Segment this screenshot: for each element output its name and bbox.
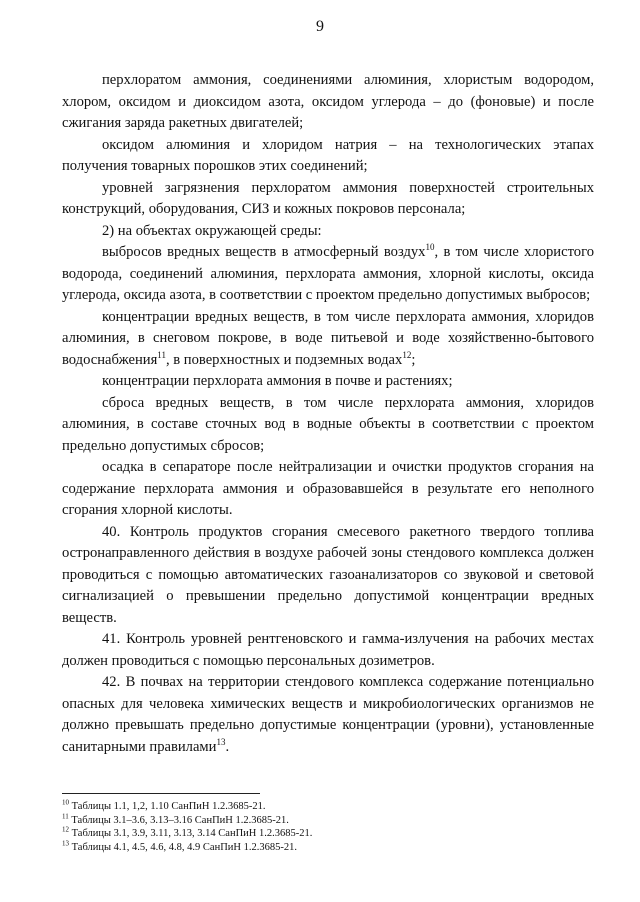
paragraph: оксидом алюминия и хлоридом натрия – на технологических этапах получения товарных порошков этих соединений; bbox=[62, 136, 594, 174]
footnote bbox=[62, 800, 594, 814]
paragraph-text: выбросов вредных веществ в атмосферный воздух bbox=[102, 244, 426, 260]
paragraph-text: 42. В почвах на территории стендового комплекса содержание потенциально опасных для человека химических веществ и микробиологических организмов не должно превышать предельно допустимые концентрации (уровни), установленные санитарными правилами bbox=[62, 674, 594, 755]
footnote-text: Таблицы 1.1, 1,2, 1.10 СанПиН 1.2.3685-21. bbox=[71, 801, 266, 812]
document-body bbox=[62, 70, 594, 758]
footnote-reference: 11 bbox=[157, 349, 166, 360]
paragraph-text: концентрации вредных веществ, в том числе перхлората аммония, хлоридов алюминия, в снеговом покрове, в воде питьевой и воде хозяйственно-бытового водоснабжения bbox=[62, 308, 594, 368]
footnote-number: 12 bbox=[62, 825, 69, 834]
footnote-text: Таблицы 4.1, 4.5, 4.6, 4.8, 4.9 СанПиН 1.2.3685-21. bbox=[71, 841, 297, 853]
footnote-text: Таблицы 3.1–3.6, 3.13–3.16 СанПиН 1.2.3685-21. bbox=[71, 814, 289, 826]
footnote bbox=[62, 841, 594, 855]
page-number: 9 bbox=[316, 18, 324, 35]
paragraph: осадка в сепараторе после нейтрализации и очистки продуктов сгорания на содержание перхлората аммония и образовавшейся в результате его неполного сгорания хлорной кислоты. bbox=[62, 459, 594, 518]
footnote-reference: 12 bbox=[402, 349, 412, 360]
footnote-number: 10 bbox=[62, 798, 69, 807]
footnotes bbox=[62, 793, 594, 854]
section-paragraph: 40. Контроль продуктов сгорания смесевого ракетного твердого топлива остронаправленного действия в воздухе рабочей зоны стендового комплекса должен проводиться с помощью автоматических газоанализаторов со звуковой и световой сигнализацией о превышении предельно допустимой концентрации вредных веществ. bbox=[62, 523, 594, 626]
section-paragraph bbox=[62, 672, 594, 758]
footnote-number: 13 bbox=[62, 839, 69, 847]
paragraph: 2) на объектах окружающей среды: bbox=[102, 222, 322, 239]
footnote-reference: 13 bbox=[216, 736, 226, 747]
paragraph-text: ; bbox=[411, 351, 416, 368]
paragraph bbox=[62, 307, 594, 372]
paragraph-text: . bbox=[225, 738, 230, 755]
paragraph: перхлоратом аммония, соединениями алюминия, хлористым водородом, хлором, оксидом и диоксидом азота, оксидом углерода – до (фоновые) и после сжигания заряда ракетных двигателей; bbox=[62, 72, 594, 131]
paragraph: сброса вредных веществ, в том числе перхлората аммония, хлоридов алюминия, в составе сточных вод в водные объекты в соответствии с проектом предельно допустимых сбросов; bbox=[62, 394, 594, 454]
paragraph: концентрации перхлората аммония в почве и растениях; bbox=[102, 373, 453, 389]
footnote bbox=[62, 814, 594, 828]
footnote-divider bbox=[62, 793, 260, 794]
footnote bbox=[62, 827, 594, 841]
paragraph-text: , в том числе хлористого водорода, соединений алюминия, перхлората аммония, хлорной кислоты, оксида углерода, оксида азота, в соответствии с проектом предельно допустимых выбросов; bbox=[62, 244, 594, 303]
paragraph bbox=[62, 242, 594, 307]
footnote-reference: 10 bbox=[425, 242, 435, 253]
paragraph: уровней загрязнения перхлоратом аммония поверхностей строительных конструкций, оборудования, СИЗ и кожных покровов персонала; bbox=[62, 179, 594, 217]
paragraph-text: , в поверхностных и подземных водах bbox=[165, 351, 403, 368]
footnote-text: Таблицы 3.1, 3.9, 3.11, 3.13, 3.14 СанПиН 1.2.3685-21. bbox=[71, 828, 313, 839]
footnote-number: 11 bbox=[62, 812, 69, 820]
section-paragraph: 41. Контроль уровней рентгеновского и гамма-излучения на рабочих местах должен проводиться с помощью персональных дозиметров. bbox=[62, 631, 594, 669]
